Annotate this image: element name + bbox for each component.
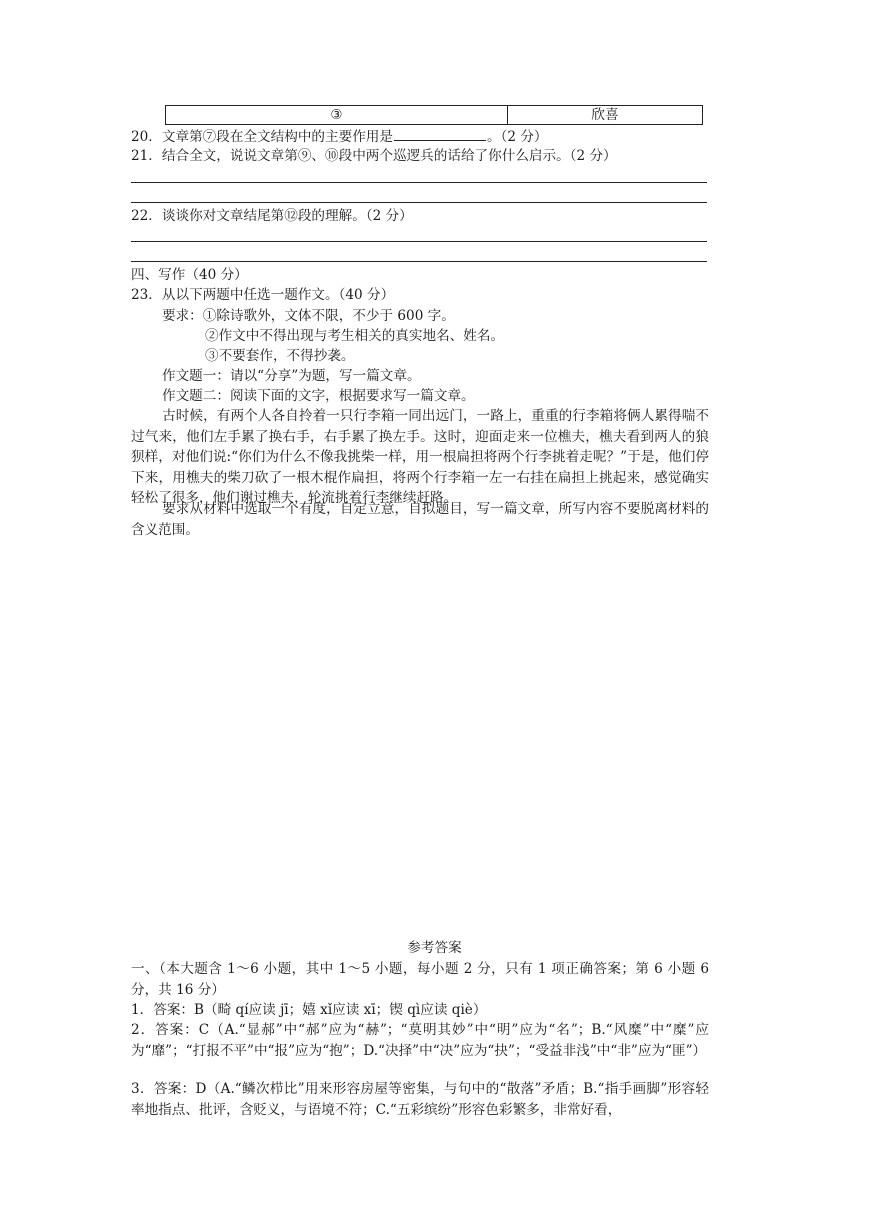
answer-2: 2．答案：C（A.“显郝”中“郝”应为“赫”；“莫明其妙”中“明”应为“名”；B.“风糜”中“糜”应为“靡”；“打报不平”中“报”应为“抱”；D.“决择”中“决”应为“抉”；“受益非浅”中“非”应为“匪”） [131, 1022, 709, 1059]
material-text: 古时候，有两个人各自拎着一只行李箱一同出远门，一路上，重重的行李箱将俩人累得喘不过气来，他们左手累了换右手，右手累了换左手。这时，迎面走来一位樵夫，樵夫看到两人的狼狈样，对他们说:“你们为什么不像我挑柴一样，用一根扁担将两个行李挑着走呢？”于是，他们停下来，用樵夫的柴刀砍了一根木棍作扁担，将两个行李箱一左一右挂在扁担上挑起来，感觉确实轻松了很多，他们谢过樵夫，轮流挑着行李继续赶路。 [131, 408, 709, 506]
question-21: 21．结合全文，说说文章第⑨、⑩段中两个巡逻兵的话给了你什么启示。（2 分） [131, 148, 617, 164]
requirement-2: ②作文中不得出现与考生相关的真实地名、姓名。 [205, 328, 505, 344]
question-20-text: 20．文章第⑦段在全文结构中的主要作用是 [131, 129, 393, 145]
demand-text: 要求从材料中选取一个有度，自定立意，自拟题目，写一篇文章，所写内容不要脱离材料的含义范围。 [131, 501, 709, 538]
answer-1: 1．答案：B（畸 qí应读 jī；嬉 xǐ应读 xī；锲 qì应读 qiè） [131, 1002, 487, 1018]
essay-topic-2: 作文题二：阅读下面的文字，根据要求写一篇文章。 [162, 388, 475, 404]
answer-blank[interactable] [394, 126, 486, 141]
answers-title: 参考答案 [407, 940, 462, 956]
answers-intro: 一、（本大题含 1～6 小题，其中 1～5 小题，每小题 2 分，只有 1 项正确答案；第 6 小题 6 分，共 16 分） [131, 961, 709, 998]
answer-line[interactable] [131, 182, 707, 183]
table-cell: ③ [166, 106, 508, 124]
question-20-score: 。（2 分） [486, 129, 548, 145]
table-cell: 欣喜 [591, 107, 619, 123]
question-22: 22．谈谈你对文章结尾第⑫段的理解。（2 分） [131, 208, 413, 224]
requirement-3: ③不要套作，不得抄袭。 [205, 348, 355, 364]
material-paragraph [131, 406, 709, 509]
question-20 [131, 126, 548, 147]
answer-line[interactable] [131, 261, 707, 262]
demand-paragraph [131, 499, 709, 540]
section-heading: 四、写作（40 分） [131, 267, 248, 283]
requirement-1: 要求：①除诗歌外，文体不限，不少于 600 字。 [162, 308, 455, 324]
essay-topic-1: 作文题一：请以“分享”为题，写一篇文章。 [162, 368, 421, 384]
answer-line[interactable] [131, 202, 707, 203]
table-fragment [165, 105, 703, 125]
question-23-title: 23．从以下两题中任选一题作文。（40 分） [131, 287, 395, 303]
answer-line[interactable] [131, 241, 707, 242]
answer-3: 3．答案：D（A.“鳞次栉比”用来形容房屋等密集，与句中的“散落”矛盾；B.“指手画脚”形容轻率地指点、批评，含贬义，与语境不符；C.“五彩缤纷”形容色彩繁多，非常好看， [131, 1081, 709, 1118]
